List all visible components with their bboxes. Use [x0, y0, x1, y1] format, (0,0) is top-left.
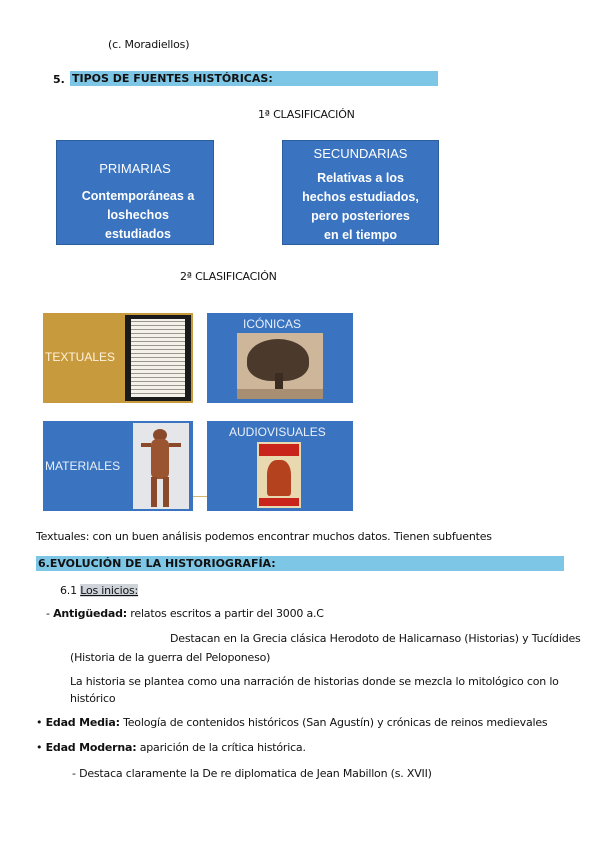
- section-heading-bar: [70, 71, 438, 86]
- audiovisuales-tile: [207, 421, 353, 511]
- bullet-dot: •: [36, 716, 43, 729]
- materiales-tile: [43, 421, 193, 511]
- edad-media-text: Teología de contenidos históricos (San Agustín) y crónicas de reinos medievales: [123, 716, 548, 729]
- antiguedad-line4: La historia se plantea como una narración de historias donde se mezcla lo mitológico con lo: [70, 675, 559, 688]
- antiguedad-label: Antigüedad:: [53, 607, 127, 620]
- edad-moderna-text: aparición de la crítica histórica.: [139, 741, 306, 754]
- mummy-image: [133, 423, 189, 509]
- section6-title: 6.EVOLUCIÓN DE LA HISTORIOGRAFÍA:: [38, 557, 276, 570]
- subsection-heading: [60, 584, 138, 597]
- iconicas-label: ICÓNICAS: [243, 317, 302, 331]
- antiguedad-line2: Destacan en la Grecia clásica Herodoto de Halicarnaso (Historias) y Tucídides: [170, 632, 581, 645]
- materiales-label: MATERIALES: [45, 459, 121, 473]
- top-note: (c. Moradiellos): [108, 38, 190, 51]
- secundarias-title: SECUNDARIAS: [313, 146, 408, 161]
- poster-image: [257, 442, 301, 508]
- tree-photo-image: [237, 333, 323, 399]
- edad-moderna-sub: - Destaca claramente la De re diplomatica de Jean Mabillon (s. XVII): [72, 767, 432, 780]
- section6-heading-bar: [36, 556, 564, 571]
- secundarias-desc: Relativas a los hechos estudiados, pero posteriores en el tiempo: [302, 171, 419, 242]
- section-title: TIPOS DE FUENTES HISTÓRICAS:: [72, 72, 273, 85]
- textuales-tile: [43, 313, 193, 403]
- subsection-title: Los inicios:: [80, 584, 139, 597]
- textuales-label: TEXTUALES: [45, 350, 116, 364]
- antiguedad-line3: (Historia de la guerra del Peloponeso): [70, 651, 271, 664]
- primarias-box: [56, 140, 214, 245]
- edad-moderna-line: [36, 741, 306, 754]
- manuscript-image: [125, 315, 191, 401]
- bullet-dot: •: [36, 741, 43, 754]
- first-classification-label: 1ª CLASIFICACIÓN: [258, 108, 355, 121]
- antiguedad-line5: histórico: [70, 692, 116, 705]
- audiovisuales-label: AUDIOVISUALES: [229, 425, 326, 439]
- secundarias-box: [282, 140, 439, 245]
- section-number: 5.: [53, 73, 65, 86]
- textuales-note: Textuales: con un buen análisis podemos encontrar muchos datos. Tienen subfuentes: [36, 530, 492, 543]
- edad-moderna-label: Edad Moderna:: [45, 741, 137, 754]
- edad-media-label: Edad Media:: [45, 716, 120, 729]
- subsection-number: 6.1: [60, 584, 77, 597]
- antiguedad-line: - Antigüedad: relatos escritos a partir del 3000 a.C: [46, 607, 324, 620]
- primarias-desc: Contemporáneas a loshechos estudiados: [81, 189, 195, 241]
- primarias-title: PRIMARIAS: [99, 161, 171, 176]
- antiguedad-text: relatos escritos a partir del 3000 a.C: [130, 607, 324, 620]
- second-classification-label: 2ª CLASIFICACIÓN: [180, 270, 277, 283]
- edad-media-line: [36, 716, 547, 729]
- iconicas-tile: [207, 313, 353, 403]
